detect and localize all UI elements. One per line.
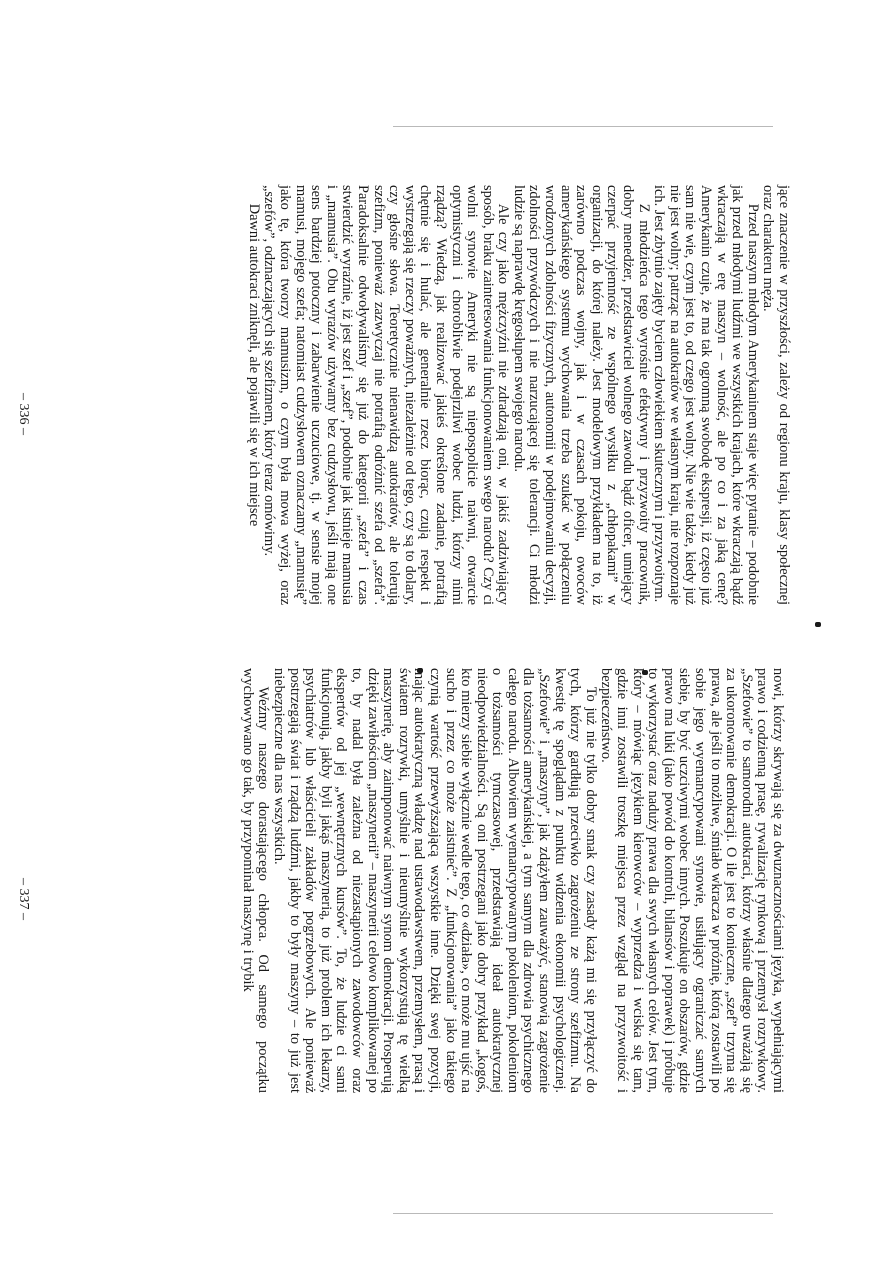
paragraph: To już nie tylko dobry smak czy zasady każą mi się przyłączyć do tych, którzy gardłują przeciwko zagrożeniu ze strony szefizmu. Na kwestię tę spoglądam z punktu widzenia ekonomii psychologicznej. „Szefowie” i „maszyny”, jak zdążyłem zauważyć, stanowią zagrożenie dla tożsamości amerykańskiej, a tym samym dla zdrowia psychicznego całego narodu. Albowiem wyemancypowanym pokoleniom, pokoleniom o tożsamości tymczasowej, przedstawiają ideał autokratycznej nieodpowiedzialności. Są oni postrzegani jako dobry przykład „kogoś, kto mierzy siebie wyłącznie wedle tego, co «działa», co może mu ujść na sucho i przez co może zaistnieć”. Z „funkcjonowania” jako takiego czynią wartość przewyższającą wszystkie inne. Dzięki swej pozycji, mając autokratyczną władzę nad ustawodawstwem, przemysłem, prasą i światem rozrywki, umyślnie i nieumyślnie wykorzystują tę wielką maszynerię, aby zaimponować naiwnym synom demokracji. Prosperują dzięki zawiłościom „maszynerii” – maszynerii celowo komplikowanej po to, by nadal była zależna od niezastąpionych zawodowców oraz ekspertów od jej „wewnętrznych kursów”. To, że ludzie ci sami funkcjonują, jakby byli jakąś maszynerią, to już problem ich lekarzy, psychiatrów lub właścicieli zakładów pogrzebowych. Ale ponieważ postrzegają świat i rządzą ludźmi, jakby to były maszyny – to już jest niebezpieczne dla nas wszystkich.	[271, 668, 599, 1093]
paragraph: Weźmy naszego dorastającego chłopca. Od samego początku wychowywano go tak, by przypominał maszynę i trybik	[239, 668, 272, 1093]
left-page	[0, 0, 893, 630]
scan-artifact-line	[393, 126, 773, 127]
page-number: – 337 –	[16, 878, 31, 920]
page-number: – 336 –	[16, 393, 31, 435]
scan-artifact-mark	[815, 622, 821, 627]
right-page	[0, 633, 893, 1263]
scan-artifact-line	[393, 1213, 773, 1214]
paragraph: Dawni autokraci zniknęli, ale pojawili się w ich miejsce	[245, 203, 262, 527]
left-page-text	[245, 185, 791, 605]
paragraph: Ale czy jako mężczyźni nie zdradzają oni, w jakiś zadziwiający sposób, braku zainteresowania funkcjonowaniem swego narodu? Czy ci wolni synowie Ameryki nie są niepospolicie naiwni, otwarcie optymistyczni i chorobliwie podejrzliwi wobec ludzi, którzy nimi rządzą? Wiedzą, jak realizować jakieś określone zadanie, potrafią chętnie się i hulać, ale generalnie rzecz biorąc, czują respekt i wystrzegają się rzeczy poważnych, niezależnie od tego, czy są to dolary, czy głośne słowa. Teoretycznie nienawidzą autokratów, ale tolerują szefizm, ponieważ zazwyczaj nie potrafią odróżnić szefa od „szefa”. Paradoksalnie odwoływaliśmy się już do kategorii „szefa” i czas stwierdzić wyraźnie, iż jest szef i „szef”, podobnie jak istnieje mamusia i „mamusia”. Obu wyrazów używamy bez cudzysłowu, jeśli mają one sens bardziej potoczny i zabarwienie uczuciowe, tj. w sensie mojej mamusi, mojego szefa; natomiast cudzysłowem oznaczamy „mamusię” jako tę, która tworzy mamusizm, o czym była mowa wyżej, oraz „szefów”, odznaczających się szefizmem, który teraz omówimy.	[261, 185, 512, 605]
right-page-text	[239, 668, 785, 1093]
paragraph: Z młodzieńca tego wyrośnie efektywny i przyzwoity pracownik, dobry menedżer, przedstawiciel wolnego zawodu bądź oficer, umiejący czerpać przyjemność ze wspólnego wysiłku z „chłopakami” w organizacji, do której należy. Jest modelowym przykładem na to, iż zarówno podczas wojny, jak i w czasach pokoju, owoców amerykańskiego systemu wychowania trzeba szukać w połączeniu wrodzonych zdolności fizycznych, autonomii w podejmowaniu decyzji, zdolności przywódczych i nie narzucającej się tolerancji. Ci młodzi ludzie są naprawdę kręgosłupem swojego narodu.	[510, 185, 652, 605]
paragraph: nowi, którzy skrywają się za dwuznacznościami języka, wypełniającymi prawo i codzienną prasę, rywalizację rynkową i przemysł rozrywkowy. „Szefowie” to samorodni autokraci, którzy właśnie dlatego uważają się za ukoronowanie demokracji. O ile jest to konieczne, „szef” trzyma się prawa, ale jeśli to możliwe, śmiało wkracza w próżnię, którą zostawili po sobie jego wyemancypowani synowie, usiłujący ograniczać samych siebie, by być uczciwymi wobec innych. Poszukuje on obszarów, gdzie prawo ma luki (jako powód do kontroli, bilansów i poprawek) i próbuje to wykorzystać oraz naduży prawa dla swych własnych celów. Jest tym, który – mówiąc językiem kierowców – wyprzedza i wciska się tam, gdzie inni zostawili troszkę miejsca przez wzgląd na przyzwoitość i bezpieczeństwo.	[598, 668, 786, 1093]
paragraph: Przed naszym młodym Amerykaninem staje więc pytanie – podobnie jak przed młodymi ludźmi we wszystkich krajach, które wkraczają bądź wkraczają w erę maszyn – wolność, ale po co i za jaką cenę? Amerykanin czuje, że ma tak ogromną swobodę ekspresji, iż często już sam nie wie, czym jest to, od czego jest wolny. Nie wie także, kiedy już nie jest wolny; patrząc na autokratów we własnym kraju, nie rozpoznaje ich. Jest zbytnio zajęty byciem człowiekiem skutecznym i przyzwoitym.	[651, 185, 761, 605]
paragraph: jące znaczenie w przyszłości, zależy od regionu kraju, klasy społecznej oraz charakteru męża.	[760, 185, 792, 605]
